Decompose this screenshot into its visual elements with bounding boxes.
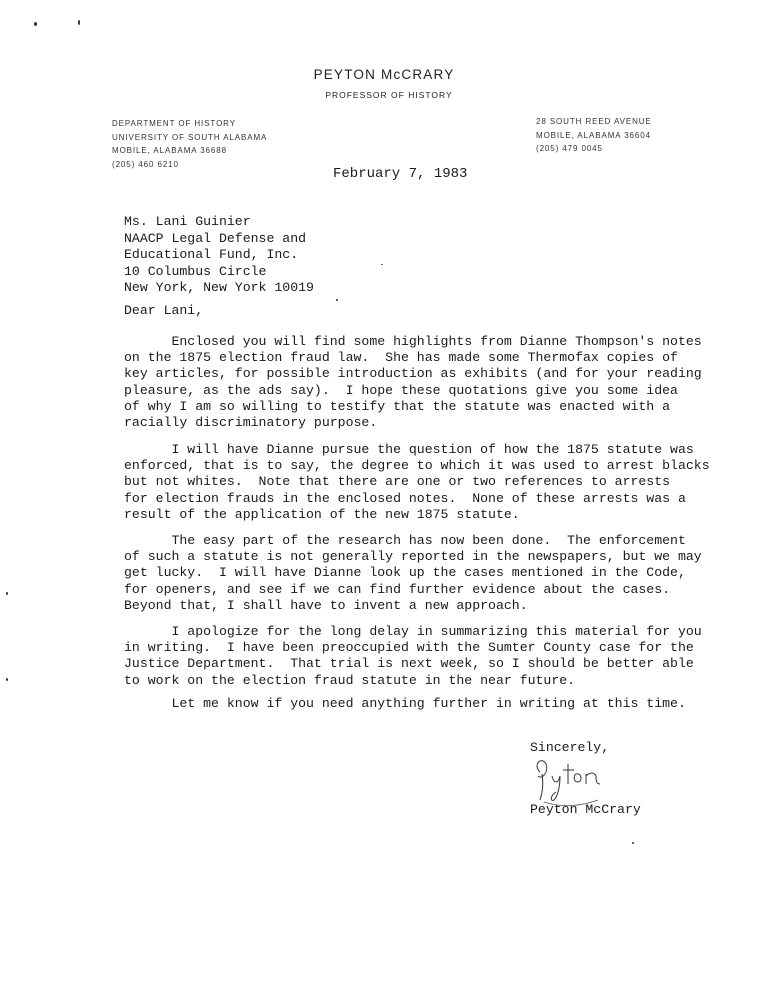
body-paragraph-2 (124, 442, 710, 523)
recipient-block (124, 214, 314, 297)
body-line: but not whites. Note that there are one or two references to arrests (124, 474, 671, 490)
body-line: The easy part of the research has now been done. The enforcement (124, 533, 686, 548)
body-line: for election frauds in the enclosed notes. None of these arrests was a (124, 490, 686, 506)
scan-speck (632, 842, 634, 844)
body-line: Enclosed you will find some highlights from Dianne Thompson's notes (124, 334, 702, 349)
body-line: I will have Dianne pursue the question of how the 1875 statute was (124, 442, 694, 457)
home-address (536, 115, 652, 156)
handwritten-signature (522, 750, 632, 810)
body-line: of why I am so willing to testify that the statute was enacted with a (124, 398, 671, 414)
letterhead-title: PROFESSOR OF HISTORY (325, 90, 453, 100)
letterhead-name: PEYTON McCRARY (313, 67, 455, 82)
scan-speck (336, 299, 338, 301)
office-address-line: (205) 460 6210 (112, 159, 179, 169)
home-address-line: (205) 479 0045 (536, 144, 603, 153)
home-address-line: 28 SOUTH REED AVENUE (536, 117, 652, 126)
body-line: get lucky. I will have Dianne look up the cases mentioned in the Code, (124, 565, 686, 581)
office-address (112, 117, 267, 171)
body-line: result of the application of the new 1875 statute. (124, 506, 520, 522)
body-line: I apologize for the long delay in summarizing this material for you (124, 624, 702, 639)
office-address-line: MOBILE, ALABAMA 36688 (112, 146, 227, 155)
recipient-line: 10 Columbus Circle (124, 263, 267, 279)
signer-name: Peyton McCrary (530, 802, 641, 817)
scan-speck (6, 678, 8, 681)
scan-speck (6, 592, 8, 595)
letter-date: February 7, 1983 (333, 166, 468, 182)
recipient-line: New York, New York 10019 (124, 280, 314, 296)
body-line: Let me know if you need anything further in writing at this time. (124, 696, 686, 711)
body-paragraph-1 (124, 334, 702, 431)
office-address-line: DEPARTMENT OF HISTORY (112, 119, 236, 128)
body-line: enforced, that is to say, the degree to which it was used to arrest blacks (124, 458, 710, 474)
scan-speck (381, 264, 383, 265)
body-line: of such a statute is not generally reported in the newspapers, but we may (124, 549, 702, 565)
body-line: racially discriminatory purpose. (124, 415, 378, 431)
recipient-line: Educational Fund, Inc. (124, 247, 299, 263)
scan-speck (78, 20, 80, 25)
body-line: pleasure, as the ads say). I hope these quotations give you some idea (124, 382, 678, 398)
body-line: key articles, for possible introduction as exhibits (and for your reading (124, 366, 702, 382)
body-line: in writing. I have been preoccupied with the Sumter County case for the (124, 640, 694, 656)
recipient-line: NAACP Legal Defense and (124, 230, 307, 246)
body-paragraph-3 (124, 533, 702, 614)
body-line: to work on the election fraud statute in the near future. (124, 672, 576, 688)
recipient-line: Ms. Lani Guinier (124, 214, 251, 229)
scan-speck (34, 22, 37, 26)
closing: Sincerely, (530, 740, 610, 755)
body-line: Beyond that, I shall have to invent a new approach. (124, 597, 528, 613)
body-line: for openers, and see if we can find further evidence about the cases. (124, 581, 671, 597)
body-paragraph-5 (124, 696, 686, 712)
office-address-line: UNIVERSITY OF SOUTH ALABAMA (112, 132, 268, 142)
body-line: Justice Department. That trial is next week, so I should be better able (124, 656, 694, 672)
body-paragraph-4 (124, 624, 702, 689)
body-line: on the 1875 election fraud law. She has made some Thermofax copies of (124, 350, 678, 366)
salutation: Dear Lani, (124, 303, 204, 318)
home-address-line: MOBILE, ALABAMA 36604 (536, 130, 651, 140)
